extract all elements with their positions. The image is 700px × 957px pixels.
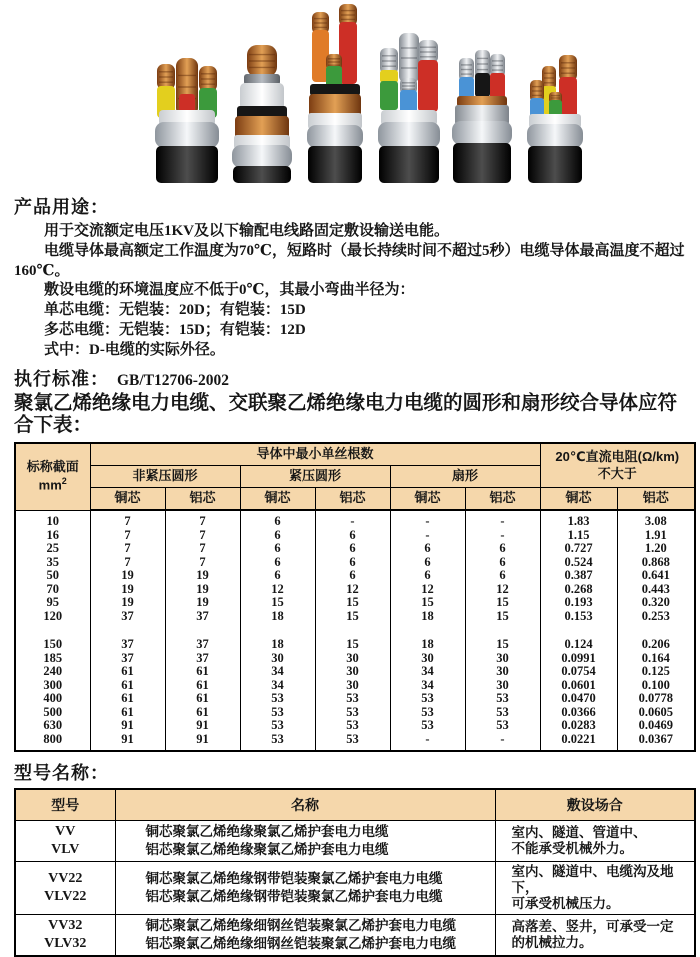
conductor-cell: 6 <box>465 569 540 583</box>
conductor-cell: 12 <box>240 583 315 597</box>
conductor-cell: 30 <box>465 665 540 679</box>
conductor-cell: 0.268 <box>540 583 617 597</box>
conductor-cell: 61 <box>90 665 165 679</box>
gap-cell <box>15 623 90 638</box>
conductor-cell: 0.0991 <box>540 652 617 666</box>
model-name-cell-line: 铜芯聚氯乙烯绝缘细钢丝铠装聚氯乙烯护套电力电缆 <box>145 918 456 934</box>
conductor-row <box>15 583 695 597</box>
gap-cell <box>240 623 315 638</box>
conductor-row <box>15 542 695 556</box>
conductor-cell: - <box>390 733 465 752</box>
conductor-cell: 53 <box>465 692 540 706</box>
usage-paragraph-5: 多芯电缆：无铠装：15D；有铠装：12D <box>44 321 306 338</box>
conductor-cell: 61 <box>165 679 240 693</box>
conductor-cell: 0.0366 <box>540 706 617 720</box>
conductor-cell: 30 <box>240 652 315 666</box>
conductor-row <box>15 679 695 693</box>
conductor-cell: 18 <box>240 638 315 652</box>
usage-paragraph-6: 式中：D-电缆的实际外径。 <box>44 341 225 358</box>
header-nominal-section <box>15 443 90 510</box>
model-usage-cell-line: 室内、隧道、管道中、 <box>511 825 647 841</box>
conductor-cell: 61 <box>90 679 165 693</box>
conductor-cell: 53 <box>465 706 540 720</box>
model-table-body <box>15 821 695 957</box>
conductor-cell: 53 <box>390 719 465 733</box>
conductor-cell: 6 <box>390 542 465 556</box>
conductor-cell: 300 <box>15 679 90 693</box>
conductor-cell: 1.83 <box>540 510 617 529</box>
conductor-cell: 61 <box>90 692 165 706</box>
conductor-cell: 53 <box>240 692 315 706</box>
conductor-cell: 50 <box>15 569 90 583</box>
conductor-row <box>15 706 695 720</box>
model-row <box>15 862 695 915</box>
conductor-cell: 0.206 <box>617 638 695 652</box>
conductor-cell: 30 <box>315 679 390 693</box>
model-name-cell-line: 铝芯聚氯乙烯绝缘细钢丝铠装聚氯乙烯护套电力电缆 <box>145 936 456 952</box>
conductor-cell: 53 <box>315 692 390 706</box>
conductor-cell: 0.100 <box>617 679 695 693</box>
gap-cell <box>315 623 390 638</box>
conductor-cell: 6 <box>315 542 390 556</box>
conductor-cell: 0.0470 <box>540 692 617 706</box>
conductor-cell: 10 <box>15 510 90 529</box>
header-copper-core-3: 铜芯 <box>390 488 465 510</box>
conductor-cell: 12 <box>465 583 540 597</box>
conductor-cell: 18 <box>240 610 315 624</box>
conductor-row <box>15 510 695 529</box>
conductor-cell: 91 <box>90 733 165 752</box>
conductor-cell: 0.0367 <box>617 733 695 752</box>
conductor-table-body <box>15 510 695 751</box>
model-row <box>15 821 695 862</box>
header-dc-resistance <box>540 443 695 487</box>
conductor-cell: 15 <box>240 596 315 610</box>
conductor-cell: 53 <box>315 733 390 752</box>
conductor-cell: 19 <box>165 569 240 583</box>
conductor-cell: 0.0778 <box>617 692 695 706</box>
model-code-cell <box>15 862 115 915</box>
conductor-cell: - <box>390 529 465 543</box>
model-code-cell-line: VV32 <box>48 918 83 934</box>
model-name-cell <box>115 821 495 862</box>
usage-paragraph-3: 敷设电缆的环境温度应不低于0℃，其最小弯曲半径为： <box>44 282 415 299</box>
header-compacted-round: 紧压圆形 <box>240 466 390 488</box>
model-usage-cell-line: 室内、隧道中、电缆沟及地下， <box>511 864 674 896</box>
model-code-cell <box>15 915 115 957</box>
gap-cell <box>465 623 540 638</box>
model-usage-cell-line: 高落差、竖井，可承受一定 <box>511 919 674 935</box>
header-min-strand-count: 导体中最小单丝根数 <box>90 443 540 465</box>
conductor-row <box>15 652 695 666</box>
conductor-cell: 0.524 <box>540 556 617 570</box>
model-row <box>15 915 695 957</box>
conductor-cell: 240 <box>15 665 90 679</box>
model-usage-cell <box>495 821 695 862</box>
conductor-cell: 630 <box>15 719 90 733</box>
conductor-cell: 1.15 <box>540 529 617 543</box>
conductor-cell: 15 <box>315 610 390 624</box>
model-code-cell <box>15 821 115 862</box>
conductor-cell: 6 <box>240 529 315 543</box>
conductor-cell: 120 <box>15 610 90 624</box>
conductor-cell: 61 <box>165 665 240 679</box>
conductor-table-header <box>15 443 695 510</box>
header-copper-core-4: 铜芯 <box>540 488 617 510</box>
conductor-cell: 6 <box>315 556 390 570</box>
conductor-row <box>15 692 695 706</box>
dc-resistance-line2: 不大于 <box>597 465 637 481</box>
conductor-cell: 61 <box>165 706 240 720</box>
model-code-cell-line: VLV32 <box>44 936 87 952</box>
conductor-row <box>15 596 695 610</box>
model-code-cell-line: VV <box>55 824 76 840</box>
conductor-cell: 34 <box>390 665 465 679</box>
usage-paragraph-2: 电缆导体最高额定工作温度为70℃，短路时（最长持续时间不超过5秒）电缆导体最高温度不超过160℃。 <box>14 242 685 279</box>
nominal-section-unit: mm <box>38 477 62 493</box>
conductor-cell: 37 <box>165 610 240 624</box>
conductor-cell: 400 <box>15 692 90 706</box>
gap-cell <box>540 623 617 638</box>
conductor-cell: 7 <box>90 556 165 570</box>
conductor-cell: 7 <box>165 542 240 556</box>
conductor-cell: 35 <box>15 556 90 570</box>
header-copper-core-1: 铜芯 <box>90 488 165 510</box>
conductor-cell: 6 <box>465 542 540 556</box>
conductor-cell: - <box>465 529 540 543</box>
conductor-row <box>15 529 695 543</box>
conductor-cell: 1.20 <box>617 542 695 556</box>
usage-title: 产品用途： <box>14 197 109 217</box>
conductor-cell: 800 <box>15 733 90 752</box>
conductor-cell: 15 <box>315 638 390 652</box>
conductor-cell: 19 <box>165 596 240 610</box>
model-table <box>14 788 696 957</box>
conductor-cell: 150 <box>15 638 90 652</box>
conductor-cell: 6 <box>315 529 390 543</box>
model-usage-cell-line: 的机械拉力。 <box>511 935 593 951</box>
conductor-cell: 30 <box>465 652 540 666</box>
conductor-cell: 53 <box>240 733 315 752</box>
conductor-cell: 95 <box>15 596 90 610</box>
model-usage-cell-line: 不能承受机械外力。 <box>511 841 633 857</box>
gap-cell <box>165 623 240 638</box>
document-content <box>0 193 700 957</box>
gap-cell <box>617 623 695 638</box>
model-code-cell-line: VLV22 <box>44 889 87 905</box>
model-name-cell-line: 铝芯聚氯乙烯绝缘聚氯乙烯护套电力电缆 <box>145 842 389 858</box>
conductor-cell: 37 <box>90 638 165 652</box>
conductor-cell: 15 <box>390 596 465 610</box>
conductor-cell: 7 <box>90 510 165 529</box>
conductor-cell: 19 <box>90 583 165 597</box>
conductor-cell: 0.0283 <box>540 719 617 733</box>
conductor-cell: 37 <box>90 652 165 666</box>
conductor-cell: 0.0601 <box>540 679 617 693</box>
conductor-cell: 0.0605 <box>617 706 695 720</box>
conductor-cell: 0.0754 <box>540 665 617 679</box>
conductor-cell: 30 <box>465 679 540 693</box>
conductor-cell: 6 <box>240 542 315 556</box>
conductor-cell: 19 <box>90 596 165 610</box>
conductor-row <box>15 610 695 624</box>
model-name-cell <box>115 862 495 915</box>
conductor-table-intro: 聚氯乙烯绝缘电力电缆、交联聚乙烯绝缘电力电缆的圆形和扇形绞合导体应符合下表： <box>14 391 678 436</box>
conductor-cell: 0.193 <box>540 596 617 610</box>
conductor-cell: 53 <box>390 692 465 706</box>
conductor-cell: 0.0469 <box>617 719 695 733</box>
model-table-header <box>15 789 695 821</box>
conductor-cell: 91 <box>90 719 165 733</box>
conductor-cell: 6 <box>390 556 465 570</box>
conductor-cell: 7 <box>165 556 240 570</box>
conductor-row <box>15 556 695 570</box>
model-code-cell-line: VV22 <box>48 871 83 887</box>
conductor-cell: - <box>315 510 390 529</box>
conductor-row <box>15 665 695 679</box>
conductor-cell: 15 <box>465 610 540 624</box>
conductor-cell: 12 <box>390 583 465 597</box>
conductor-cell: 6 <box>315 569 390 583</box>
conductor-cell: 61 <box>90 706 165 720</box>
conductor-cell: - <box>390 510 465 529</box>
conductor-cell: 0.153 <box>540 610 617 624</box>
conductor-cell: 500 <box>15 706 90 720</box>
nominal-section-sup: 2 <box>61 476 67 487</box>
conductor-row <box>15 733 695 752</box>
models-title: 型号名称： <box>14 763 109 784</box>
conductor-cell: 7 <box>90 529 165 543</box>
group-gap-row <box>15 623 695 638</box>
conductor-cell: 53 <box>315 706 390 720</box>
conductor-cell: 6 <box>240 556 315 570</box>
header-copper-core-2: 铜芯 <box>240 488 315 510</box>
conductor-cell: 6 <box>240 569 315 583</box>
conductor-cell: 0.253 <box>617 610 695 624</box>
conductor-cell: - <box>465 510 540 529</box>
standard-label: 执行标准： <box>14 368 109 389</box>
conductor-cell: 0.0221 <box>540 733 617 752</box>
gap-cell <box>90 623 165 638</box>
conductor-cell: 34 <box>240 665 315 679</box>
conductor-cell: 53 <box>390 706 465 720</box>
conductor-cell: 53 <box>240 706 315 720</box>
dc-resistance-line1: 20℃直流电阻(Ω/km) <box>555 448 680 464</box>
conductor-cell: 30 <box>390 652 465 666</box>
conductor-cell: 53 <box>240 719 315 733</box>
conductor-cell: 0.387 <box>540 569 617 583</box>
standard-value: GB/T12706-2002 <box>117 371 229 389</box>
conductor-cell: 0.641 <box>617 569 695 583</box>
header-aluminum-core-4: 铝芯 <box>617 488 695 510</box>
nominal-section-text: 标称截面 <box>26 459 79 475</box>
conductor-cell: 0.124 <box>540 638 617 652</box>
conductor-cell: 7 <box>90 542 165 556</box>
model-name-cell <box>115 915 495 957</box>
header-laying-site: 敷设场合 <box>495 789 695 821</box>
model-usage-cell <box>495 915 695 957</box>
conductor-cell: 25 <box>15 542 90 556</box>
conductor-cell: 34 <box>240 679 315 693</box>
conductor-cell: 19 <box>90 569 165 583</box>
cable-cross-section-photos <box>0 0 700 190</box>
conductor-cell: 0.727 <box>540 542 617 556</box>
conductor-cell: 53 <box>465 719 540 733</box>
conductor-cell: 37 <box>165 652 240 666</box>
header-aluminum-core-2: 铝芯 <box>315 488 390 510</box>
conductor-cell: 6 <box>465 556 540 570</box>
conductor-cell: 1.91 <box>617 529 695 543</box>
model-name-cell-line: 铜芯聚氯乙烯绝缘聚氯乙烯护套电力电缆 <box>145 824 389 840</box>
conductor-cell: 0.868 <box>617 556 695 570</box>
conductor-cell: 53 <box>315 719 390 733</box>
header-sector: 扇形 <box>390 466 540 488</box>
conductor-cell: 7 <box>165 510 240 529</box>
header-aluminum-core-3: 铝芯 <box>465 488 540 510</box>
conductor-cell: 61 <box>165 692 240 706</box>
conductor-cell: - <box>465 733 540 752</box>
conductor-row <box>15 569 695 583</box>
conductor-cell: 6 <box>240 510 315 529</box>
model-name-cell-line: 铜芯聚氯乙烯绝缘钢带铠装聚氯乙烯护套电力电缆 <box>145 871 443 887</box>
conductor-cell: 15 <box>465 596 540 610</box>
usage-paragraph-1: 用于交流额定电压1KV及以下输配电线路固定敷设输送电能。 <box>44 223 450 239</box>
conductor-cell: 3.08 <box>617 510 695 529</box>
conductor-cell: 91 <box>165 719 240 733</box>
conductor-cell: 0.125 <box>617 665 695 679</box>
model-code-cell-line: VLV <box>51 842 80 858</box>
conductor-cell: 7 <box>165 529 240 543</box>
conductor-cell: 185 <box>15 652 90 666</box>
conductor-cell: 30 <box>315 665 390 679</box>
conductor-table <box>14 442 696 752</box>
conductor-cell: 70 <box>15 583 90 597</box>
conductor-cell: 12 <box>315 583 390 597</box>
conductor-cell: 15 <box>315 596 390 610</box>
conductor-cell: 0.320 <box>617 596 695 610</box>
conductor-cell: 37 <box>90 610 165 624</box>
conductor-cell: 0.164 <box>617 652 695 666</box>
conductor-cell: 16 <box>15 529 90 543</box>
model-usage-cell <box>495 862 695 915</box>
conductor-cell: 34 <box>390 679 465 693</box>
conductor-cell: 91 <box>165 733 240 752</box>
conductor-cell: 18 <box>390 610 465 624</box>
header-model-code: 型号 <box>15 789 115 821</box>
conductor-cell: 30 <box>315 652 390 666</box>
model-usage-cell-line: 可承受机械压力。 <box>511 896 620 912</box>
conductor-cell: 6 <box>390 569 465 583</box>
header-model-name: 名称 <box>115 789 495 821</box>
usage-paragraph-4: 单芯电缆：无铠装：20D；有铠装：15D <box>44 302 306 319</box>
gap-cell <box>390 623 465 638</box>
conductor-cell: 37 <box>165 638 240 652</box>
conductor-cell: 19 <box>165 583 240 597</box>
header-noncompacted-round: 非紧压圆形 <box>90 466 240 488</box>
conductor-row <box>15 638 695 652</box>
conductor-cell: 0.443 <box>617 583 695 597</box>
model-name-cell-line: 铝芯聚氯乙烯绝缘钢带铠装聚氯乙烯护套电力电缆 <box>145 889 443 905</box>
header-aluminum-core-1: 铝芯 <box>165 488 240 510</box>
conductor-cell: 18 <box>390 638 465 652</box>
standard-line <box>14 365 694 391</box>
conductor-row <box>15 719 695 733</box>
conductor-cell: 15 <box>465 638 540 652</box>
